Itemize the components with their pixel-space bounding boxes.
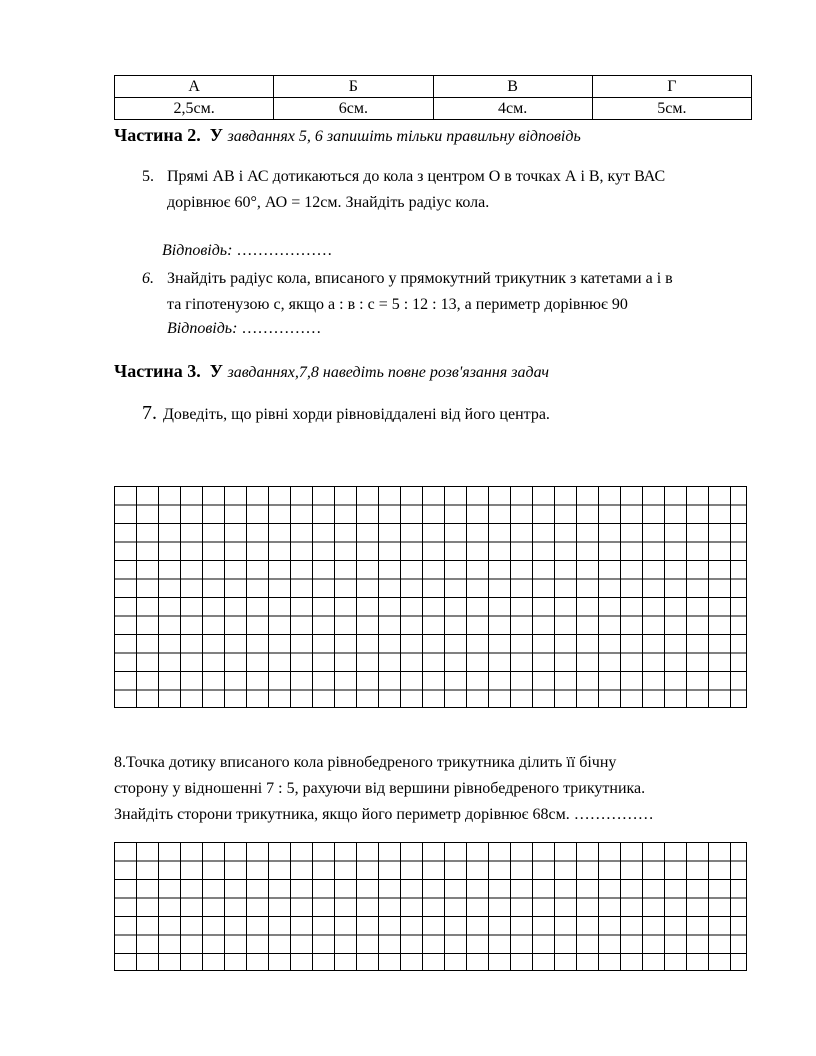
- task6-line2: та гіпотенузою с, якщо а : в : с = 5 : 12 : 13, а периметр дорівнює 90: [167, 296, 628, 313]
- task5-answer-label: Відповідь:: [162, 242, 233, 259]
- part3-title: Частина 3.: [114, 361, 201, 381]
- task5-answer: [162, 242, 332, 260]
- task5-line1: Прямі АВ і АС дотикаються до кола з центром О в точках А і В, кут ВАС: [167, 168, 666, 185]
- option-a-value: 2,5см.: [115, 98, 274, 120]
- task7: [142, 400, 550, 428]
- option-v-value: 4см.: [433, 98, 592, 120]
- task6-answer: [167, 320, 321, 338]
- task7-text: Доведіть, що рівні хорди рівновіддалені від його центра.: [163, 406, 550, 423]
- answer-table-value-row: [115, 98, 752, 120]
- task8-line3: Знайдіть сторони трикутника, якщо його периметр дорівнює 68см. ……………: [114, 806, 654, 823]
- task8-answer-grid[interactable]: [114, 842, 747, 971]
- option-v-header: В: [433, 76, 592, 98]
- part2-lead: У: [209, 125, 224, 145]
- part2-instruction: завданнях 5, 6 запишіть тільки правильну відповідь: [227, 128, 581, 145]
- task8-line2: сторону у відношенні 7 : 5, рахуючи від вершини рівнобедреного трикутника.: [114, 780, 646, 797]
- answer-options-table: [114, 75, 752, 120]
- task5-line2: дорівнює 60°, АО = 12см. Знайдіть радіус кола.: [167, 194, 490, 211]
- task8: [114, 750, 654, 828]
- option-a-header: А: [115, 76, 274, 98]
- part3-heading: [114, 360, 549, 384]
- answer-table-header-row: [115, 76, 752, 98]
- task6: [142, 266, 673, 318]
- option-b-header: Б: [274, 76, 433, 98]
- task7-answer-grid[interactable]: [114, 486, 747, 708]
- task8-line1: 8.Точка дотику вписаного кола рівнобедреного трикутника ділить її бічну: [114, 754, 617, 771]
- task6-answer-blank: ……………: [241, 320, 322, 337]
- part3-lead: У: [209, 361, 224, 381]
- task6-number: 6.: [142, 270, 154, 287]
- task6-answer-label: Відповідь:: [167, 320, 238, 337]
- option-g-value: 5см.: [592, 98, 751, 120]
- task5-answer-blank: ………………: [236, 242, 333, 259]
- task6-line1: Знайдіть радіус кола, вписаного у прямокутний трикутник з катетами а і в: [167, 270, 673, 287]
- part2-heading: [114, 124, 581, 148]
- task7-number: 7.: [142, 402, 157, 424]
- option-b-value: 6см.: [274, 98, 433, 120]
- part3-instruction: завданнях,7,8 наведіть повне розв'язання задач: [227, 364, 549, 381]
- task5: [142, 164, 665, 216]
- option-g-header: Г: [592, 76, 751, 98]
- part2-title: Частина 2.: [114, 125, 201, 145]
- task5-number: 5.: [142, 168, 154, 185]
